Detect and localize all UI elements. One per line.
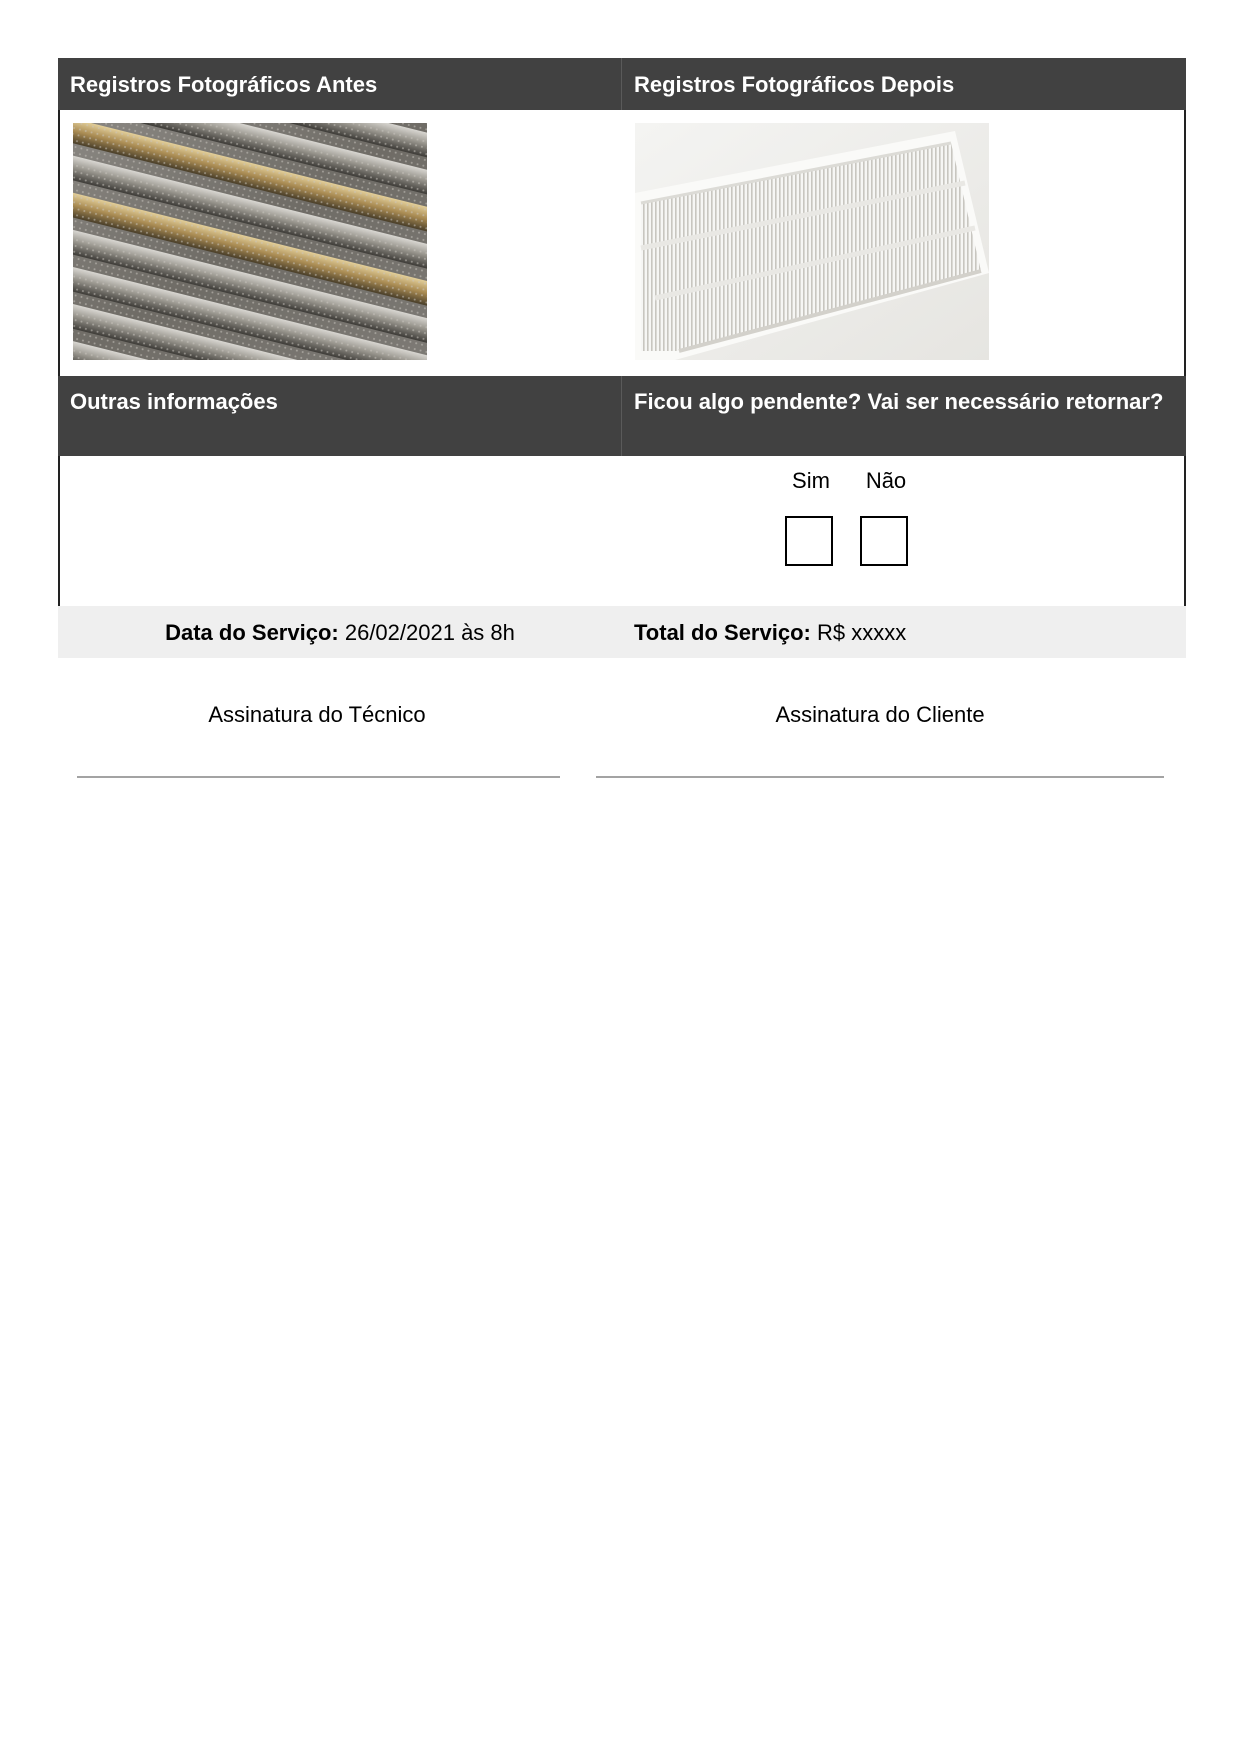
yes-checkbox[interactable]: [785, 516, 833, 566]
no-checkbox[interactable]: [860, 516, 908, 566]
photos-row: [58, 110, 1186, 376]
info-row: [58, 456, 1186, 606]
other-info-header: Outras informações: [58, 376, 622, 456]
service-report-form: [58, 58, 1186, 658]
info-headers-row: [58, 376, 1186, 456]
client-signature-line[interactable]: [596, 776, 1164, 778]
service-total-label: Total do Serviço:: [634, 620, 811, 645]
service-date-label: Data do Serviço:: [165, 620, 339, 645]
yes-label: Sim: [792, 468, 830, 493]
after-photos-header: Registros Fotográficos Depois: [634, 72, 955, 97]
after-photo-cell: [622, 110, 1184, 376]
summary-row: [58, 606, 1186, 658]
service-date: [58, 606, 622, 658]
client-signature-label: Assinatura do Cliente: [775, 702, 985, 727]
before-photos-header: Registros Fotográficos Antes: [58, 58, 622, 110]
service-date-value: 26/02/2021 às 8h: [344, 620, 515, 645]
pending-options: [622, 456, 1184, 606]
before-photo-cell: [60, 110, 622, 376]
pending-question-header: Ficou algo pendente? Vai ser necessário retornar?: [634, 389, 1164, 414]
technician-signature-label: Assinatura do Técnico: [208, 702, 426, 727]
technician-signature-line[interactable]: [77, 776, 560, 778]
service-total-value: R$ xxxxx: [816, 620, 907, 645]
no-label: Não: [865, 468, 907, 493]
after-photo: [635, 123, 989, 360]
service-total: [622, 606, 1186, 658]
other-info-field[interactable]: [60, 456, 622, 606]
before-photo: [73, 123, 427, 360]
photo-headers-row: [58, 58, 1186, 110]
